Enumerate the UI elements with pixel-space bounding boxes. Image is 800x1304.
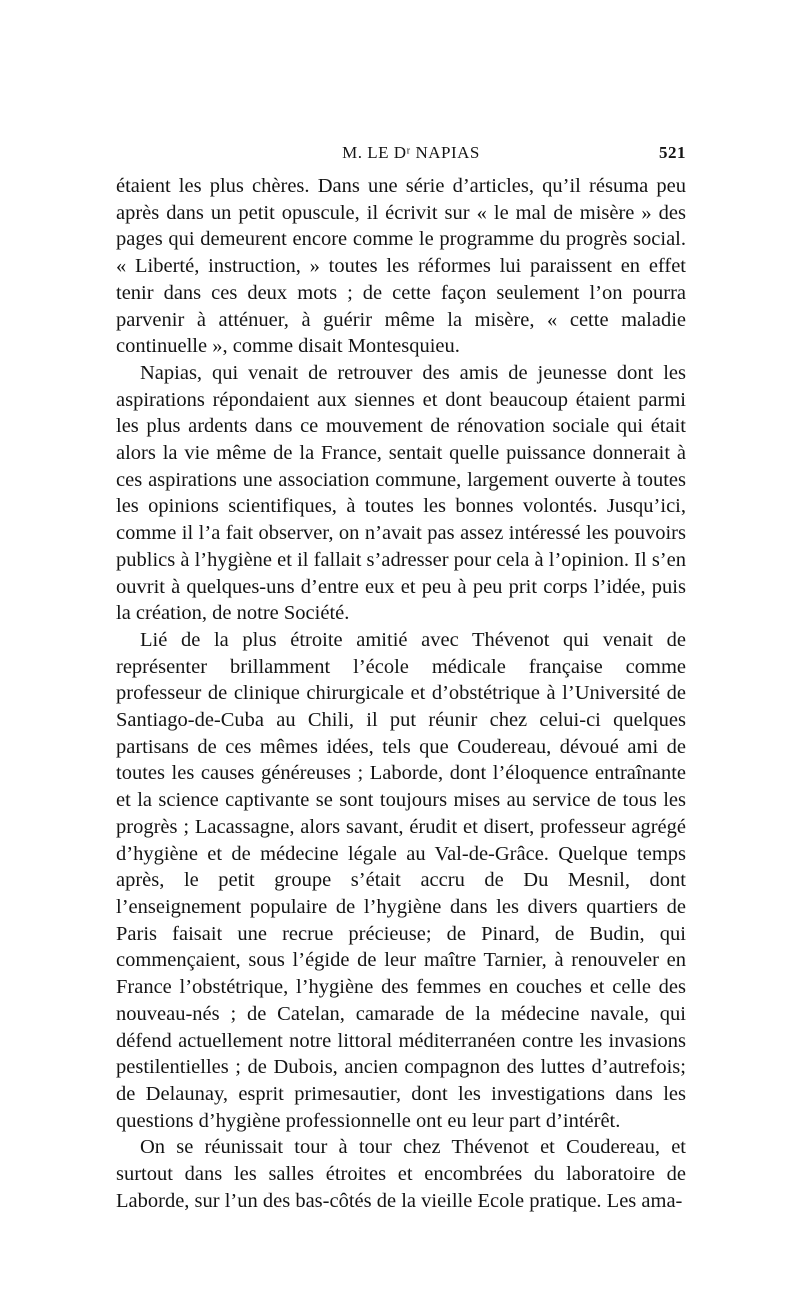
running-head [116,143,686,173]
running-title: M. LE Dʳ NAPIAS [342,143,480,162]
document-page [116,143,686,1214]
body-text [116,173,686,1214]
paragraph-2: Napias, qui venait de retrouver des amis de jeunesse dont les aspirations répondaient aux siennes et dont beaucoup étaient parmi les plus ardents dans ce mouvement de rénovation sociale qui était alors la vie même de la France, sentait quelle puissance donnerait à ces aspirations une association commune, largement ouverte à toutes les opinions scientifiques, à toutes les bonnes volontés. Jusqu’ici, comme il l’a fait observer, on n’avait pas assez intéressé les pouvoirs publics à l’hygiène et il fallait s’adresser pour cela à l’opinion. Il s’en ouvrit à quelques-uns d’entre eux et peu à peu prit corps l’idée, puis la création, de notre Société. [116,361,686,625]
paragraph-3: Lié de la plus étroite amitié avec Thévenot qui venait de représenter brillamment l’école médicale française comme professeur de clinique chirurgicale et d’obstétrique à l’Université de Santiago-de-Cuba au Chili, il put réunir chez celui-ci quelques partisans de ces mêmes idées, tels que Coudereau, dévoué ami de toutes les causes généreuses ; Laborde, dont l’éloquence entraînante et la science captivante se sont toujours mises au service de tous les progrès ; Lacassagne, alors savant, érudit et disert, professeur agrégé d’hygiène et de médecine légale au Val-de-Grâce. Quelque temps après, le petit groupe s’était accru de Du Mesnil, dont l’enseignement populaire de l’hygiène dans les divers quartiers de Paris faisait une recrue précieuse; de Pinard, de Budin, qui commençaient, sous l’égide de leur maître Tarnier, à renouveler en France l’obstétrique, l’hygiène des femmes en couches et celle des nouveau-nés ; de Catelan, camarade de la médecine navale, qui défend actuellement notre littoral méditerranéen contre les invasions pestilentielles ; de Dubois, ancien compagnon des luttes d’autrefois; de Delaunay, esprit primesautier, dont les investigations dans les questions d’hygiène professionnelle ont eu leur part d’intérêt. [116,628,686,1132]
paragraph-4: On se réunissait tour à tour chez Thévenot et Coudereau, et surtout dans les salles étroites et encombrées du laboratoire de Laborde, sur l’un des bas-côtés de la vieille Ecole pratique. Les ama- [116,1136,686,1212]
paragraph-1: étaient les plus chères. Dans une série d’articles, qu’il résuma peu après dans un petit opuscule, il écrivit sur « le mal de misère » des pages qui demeurent encore comme le programme du progrès social. « Liberté, instruction, » toutes les réformes lui paraissent en effet tenir dans ces deux mots ; de cette façon seulement l’on pourra parvenir à atténuer, à guérir même la misère, « cette maladie continuelle », comme disait Montesquieu. [116,175,686,358]
page-number: 521 [659,143,686,162]
